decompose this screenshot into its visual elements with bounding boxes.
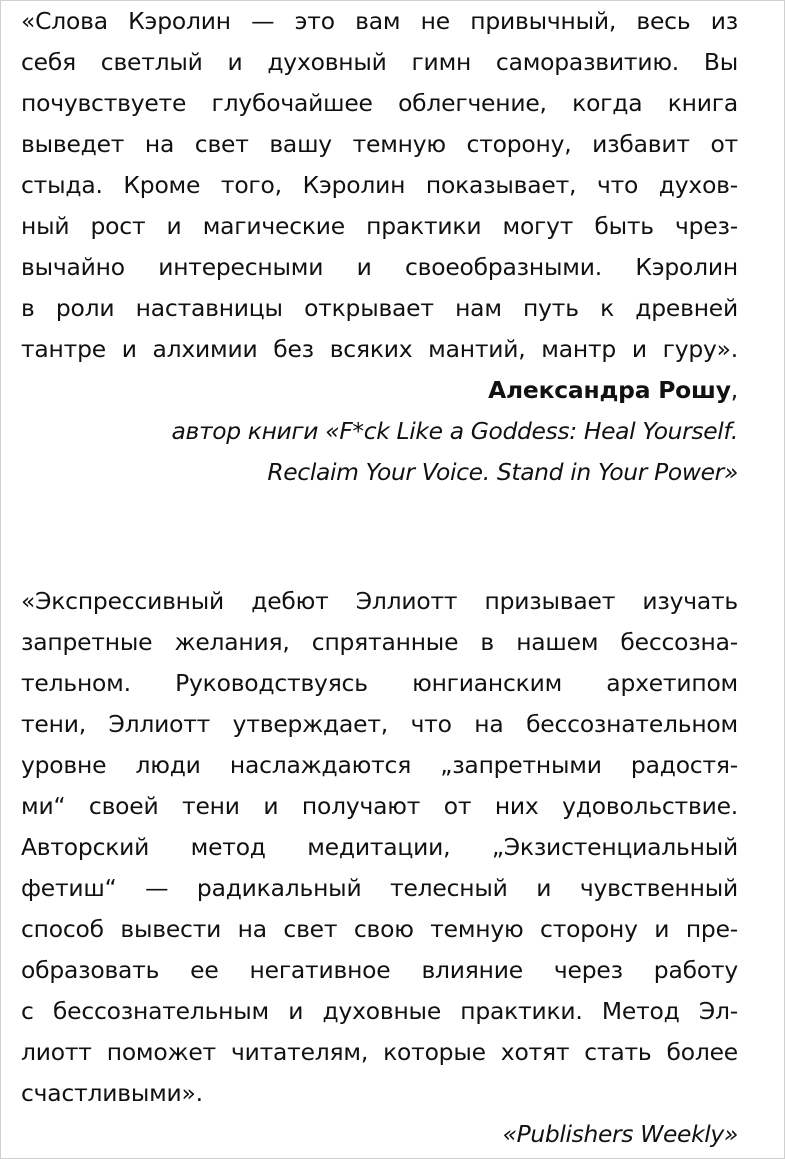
quote-2-line-13: счастливыми».	[21, 1079, 203, 1107]
quote-2-source: «Publishers Weekly»	[502, 1120, 738, 1148]
quote-1-line-5: стыда. Кроме того, Кэролин показывает, что духов-	[21, 171, 738, 199]
quote-1-author	[21, 370, 738, 411]
quote-2-line-10: образовать ее негативное влияние через работу	[21, 956, 738, 984]
quote-1-line-3: почувствуете глубочайшее облегчение, когда книга	[21, 89, 738, 117]
quote-2-line-5: уровне люди наслаждаются „запретными радостя-	[21, 751, 738, 779]
quote-1-source-line-1: автор книги «F*ck Like a Goddess: Heal Yourself.	[171, 417, 738, 445]
quote-2-line-4: тени, Эллиотт утверждает, что на бессознательном	[21, 710, 738, 738]
quote-2-line-6: ми“ своей тени и получают от них удовольствие.	[21, 792, 738, 820]
quote-1-line-7: вычайно интересными и своеобразными. Кэролин	[21, 253, 738, 281]
quote-2-line-11: с бессознательным и духовные практики. Метод Эл-	[21, 997, 738, 1025]
quote-1-line-6: ный рост и магические практики могут быть чрез-	[21, 212, 738, 240]
quote-1-line-8: в роли наставницы открывает нам путь к древней	[21, 294, 738, 322]
quote-2-line-2: запретные желания, спрятанные в нашем бессозна-	[21, 628, 738, 656]
quote-1-author-suffix: ,	[730, 376, 738, 404]
quote-1-source-line-2: Reclaim Your Voice. Stand in Your Power»	[267, 458, 738, 486]
quote-2-line-8: фетиш“ — радикальный телесный и чувственный	[21, 874, 738, 902]
quote-1-line-2: себя светлый и духовный гимн саморазвитию. Вы	[21, 48, 738, 76]
quote-2-line-9: способ вывести на свет свою темную сторону и пре-	[21, 915, 738, 943]
quote-2-line-7: Авторский метод медитации, „Экзистенциальный	[21, 833, 738, 861]
quote-2-line-12: лиотт поможет читателям, которые хотят стать более	[21, 1038, 738, 1066]
quote-1-line-9: тантре и алхимии без всяких мантий, мантр и гуру».	[21, 335, 738, 363]
quote-1-line-4: выведет на свет вашу темную сторону, избавит от	[21, 130, 738, 158]
quote-2-line-3: тельном. Руководствуясь юнгианским архетипом	[21, 669, 738, 697]
quote-1-line-1: «Слова Кэролин — это вам не привычный, весь из	[21, 7, 738, 35]
quote-1-author-name: Александра Рошу	[488, 376, 731, 404]
quote-2-line-1: «Экспрессивный дебют Эллиотт призывает изучать	[21, 587, 738, 615]
